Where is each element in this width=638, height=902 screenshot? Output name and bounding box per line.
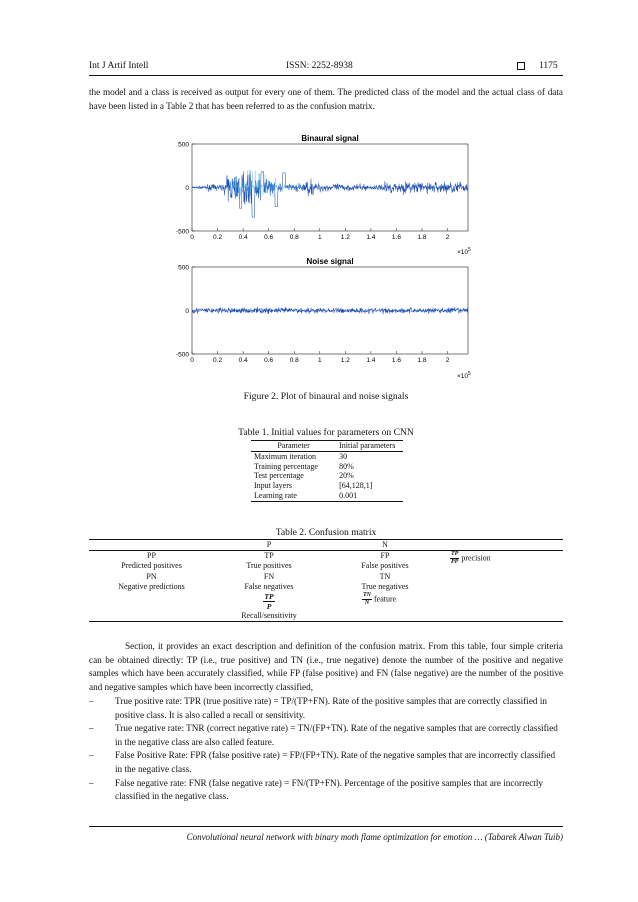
y-tick-label: 500	[178, 141, 189, 149]
x-tick-label: 2	[445, 357, 450, 364]
noise-x-multiplier: $\times 10^5$	[457, 371, 471, 380]
binaural-chart	[176, 134, 471, 256]
negative-predictions: Negative predictions	[118, 581, 185, 591]
table-cell: Learning rate	[254, 490, 297, 500]
x-tick-label: 0.8	[289, 357, 299, 364]
table-cell: 0.001	[339, 490, 358, 500]
binaural-chart-title: Binaural signal	[301, 134, 359, 143]
false-negatives: False negatives	[244, 581, 294, 591]
footer-text: Convolutional neural network with binary moth flame optimization for emotion … (Tabarek Alwan Tuib)	[186, 832, 563, 842]
table1-caption: Table 1. Initial values for parameters on CNN	[238, 427, 414, 438]
page-number: 1175	[539, 61, 558, 71]
x-tick-label: 1.4	[366, 234, 376, 241]
x-tick-label: 1.8	[417, 234, 427, 241]
list-item: – False Positive Rate: FPR (false positive rate) = FP/(FP+TN). Rate of the negative samples that are incorrectly classified in the negative class.	[89, 750, 556, 774]
fp-cell: FP	[380, 551, 390, 561]
journal-name: Int J Artif Intell	[89, 61, 149, 71]
x-tick-label: 1.4	[366, 357, 376, 364]
x-tick-label: 0.4	[238, 357, 248, 364]
table-cell: Input layers	[254, 481, 292, 491]
tp-cell: TP	[264, 551, 274, 561]
footer-rule	[89, 826, 563, 827]
x-tick-label: 1.8	[417, 357, 427, 364]
body-paragraph: Section, it provides an exact description and definition of the confusion matrix. From this table, four simple criteria can be obtained directly: TP (i.e., true positive) and TN (i.e., true negative) denote the number of the positive and negative samples which have been accurately classified, while FP (false positive) and FN (false negative) are the number of the positive and negative samples which have been incorrectly classified,	[89, 641, 563, 692]
x-tick-label: 1	[317, 234, 322, 241]
x-tick-label: 0.8	[289, 234, 299, 241]
true-negatives: True negatives	[361, 581, 409, 591]
table-cell: 30	[339, 451, 348, 461]
noise-chart	[176, 257, 471, 380]
predicted-positives: Predicted positives	[121, 561, 182, 571]
list-item: – True positive rate: TPR (true positive rate) = TP/(TP+FN). Rate of the positive samples that are correctly classified in positive class. It is also called a recall or sensitivity.	[89, 696, 547, 720]
table-row	[251, 462, 403, 472]
table1	[251, 440, 403, 502]
table-cell: [64,128,1]	[339, 481, 373, 491]
list-item: – False negative rate: FNR (false negative rate) = FN/(TP+FN). Percentage of the positive samples that are incorrectly classified in the negative class.	[89, 777, 543, 802]
table-cell: Maximum iteration	[254, 451, 316, 461]
precision-fraction: $\frac{TP}{PP}$	[451, 551, 459, 566]
y-tick-label: -500	[175, 351, 189, 359]
x-tick-label: 1.6	[391, 357, 401, 364]
col-n: N	[382, 540, 388, 549]
table1-header: Initial parameters	[339, 441, 396, 450]
x-tick-label: 1.2	[340, 234, 350, 241]
y-tick-label: 0	[185, 308, 189, 315]
pn-cell: PN	[146, 571, 157, 581]
table-cell: 20%	[339, 471, 354, 481]
header-rule	[89, 75, 563, 76]
issn: ISSN: 2252-8938	[286, 61, 353, 71]
table-row	[251, 481, 403, 491]
x-tick-label: 1.6	[391, 234, 401, 241]
binaural-x-multiplier: $\times 10^5$	[457, 247, 471, 256]
false-positives: False positives	[361, 561, 409, 571]
table-cell: Training percentage	[254, 461, 318, 471]
recall-fraction: $\frac{TP}{P}$	[264, 592, 274, 612]
intro-paragraph: the model and a class is received as output for every one of them. The predicted class of the model and the actual class of data have been listed in a Table 2 that has been referred to as the confusion matrix.	[89, 87, 563, 111]
table-row	[251, 471, 403, 481]
x-tick-label: 0	[190, 234, 194, 241]
table-row	[251, 451, 403, 461]
x-tick-label: 0.6	[264, 357, 274, 364]
feature-fraction: $\frac{TN}{N}$	[363, 592, 371, 607]
y-tick-label: 500	[178, 264, 189, 272]
figure-2	[160, 130, 480, 385]
criteria-list	[89, 695, 563, 804]
x-tick-label: 0	[190, 357, 194, 364]
figure-caption: Figure 2. Plot of binaural and noise signals	[243, 391, 409, 402]
true-positives: True positives	[246, 561, 292, 571]
y-tick-label: -500	[175, 228, 189, 236]
x-tick-label: 2	[445, 234, 450, 241]
noise-chart-title: Noise signal	[306, 257, 354, 266]
recall-label: Recall/sensitivity	[241, 611, 297, 621]
precision-cell: $\frac{TP}{PP}$ precision	[451, 551, 491, 566]
table2-caption: Table 2. Confusion matrix	[275, 527, 377, 538]
table-cell: 80%	[339, 461, 354, 471]
table-row	[251, 491, 403, 501]
pp-cell: PP	[147, 551, 156, 561]
table-cell: Test percentage	[254, 471, 304, 481]
recall-fraction-cell	[214, 592, 324, 611]
tn-cell: TN	[379, 571, 391, 581]
table2	[89, 539, 563, 622]
x-tick-label: 0.4	[238, 234, 248, 241]
feature-cell: $\frac{TN}{N}$ feature	[363, 592, 397, 607]
list-item: – True negative rate: TNR (correct negative rate) = TN/(FP+TN). Rate of the negative samples that are correctly classified in the negative class are also called feature.	[89, 723, 558, 747]
x-tick-label: 1.2	[340, 357, 350, 364]
table1-header: Parameter	[277, 441, 310, 450]
fn-cell: FN	[263, 571, 275, 581]
x-tick-label: 0.2	[213, 234, 223, 241]
col-p: P	[266, 540, 272, 549]
square-icon	[517, 62, 525, 70]
x-tick-label: 0.2	[213, 357, 223, 364]
x-tick-label: 0.6	[264, 234, 274, 241]
y-tick-label: 0	[185, 185, 189, 192]
x-tick-label: 1	[317, 357, 322, 364]
